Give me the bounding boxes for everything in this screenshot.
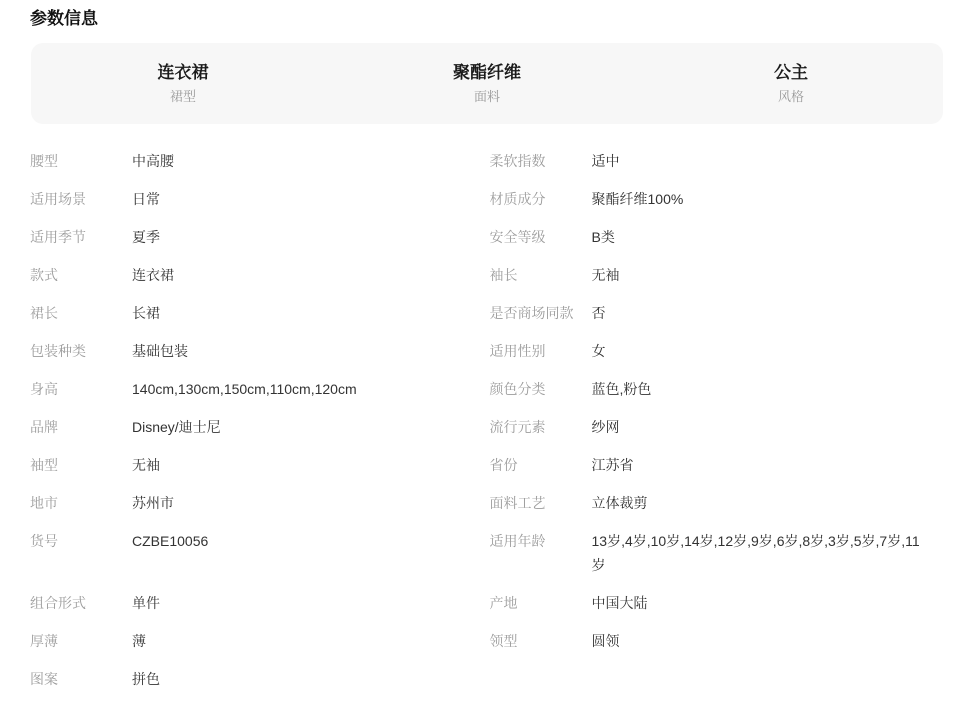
param-value: 日常 — [132, 191, 160, 207]
param-cell — [487, 660, 944, 698]
param-label: 地市 — [30, 495, 58, 511]
param-cell — [30, 256, 487, 294]
param-label: 厚薄 — [30, 633, 58, 649]
param-value: 苏州市 — [132, 495, 174, 511]
param-label: 是否商场同款 — [489, 305, 574, 321]
param-cell — [487, 484, 944, 522]
param-value: 薄 — [132, 633, 146, 649]
param-cell — [487, 294, 944, 332]
param-label: 组合形式 — [30, 595, 86, 611]
param-cell — [487, 142, 944, 180]
highlight-value: 公主 — [774, 62, 808, 82]
param-value: 圆领 — [591, 633, 620, 649]
param-label: 身高 — [30, 381, 58, 397]
param-value: 否 — [591, 305, 606, 321]
param-label: 适用年龄 — [489, 533, 546, 549]
param-value: 中高腰 — [132, 153, 174, 169]
param-label: 产地 — [489, 595, 518, 611]
param-cell — [30, 332, 487, 370]
param-value: 夏季 — [132, 229, 160, 245]
page-title: 参数信息 — [30, 9, 98, 28]
highlight-label: 面料 — [473, 88, 500, 104]
param-value: 纱网 — [591, 419, 620, 435]
param-value: 蓝色,粉色 — [591, 381, 652, 397]
highlight-value: 聚酯纤维 — [453, 62, 521, 82]
highlight-item-style — [639, 64, 943, 104]
param-cell — [30, 294, 487, 332]
param-cell — [487, 584, 944, 622]
param-cell — [487, 408, 944, 446]
param-cell — [30, 446, 487, 484]
param-label: 适用场景 — [30, 191, 86, 207]
highlight-item-skirt-type — [31, 64, 335, 104]
param-cell — [487, 218, 944, 256]
param-label: 安全等级 — [489, 229, 546, 245]
param-cell — [487, 446, 944, 484]
param-value: 长裙 — [132, 305, 160, 321]
param-cell — [30, 180, 487, 218]
param-value: 无袖 — [132, 457, 160, 473]
param-label: 袖长 — [489, 267, 518, 283]
param-cell — [30, 408, 487, 446]
param-label: 款式 — [30, 267, 58, 283]
param-cell — [30, 484, 487, 522]
highlight-label: 裙型 — [169, 88, 196, 104]
highlight-item-fabric — [335, 64, 639, 104]
param-cell — [487, 256, 944, 294]
param-cell — [487, 370, 944, 408]
param-label: 货号 — [30, 533, 58, 549]
param-cell — [487, 332, 944, 370]
param-value: 基础包装 — [132, 343, 188, 359]
param-label: 面料工艺 — [489, 495, 546, 511]
param-cell — [30, 622, 487, 660]
param-label: 腰型 — [30, 153, 58, 169]
highlight-value: 连衣裙 — [157, 62, 209, 82]
param-cell — [30, 370, 487, 408]
highlights-banner — [31, 43, 943, 124]
param-label: 图案 — [30, 671, 58, 687]
param-value: 适中 — [591, 153, 620, 169]
param-label: 柔软指数 — [489, 153, 546, 169]
param-cell — [487, 622, 944, 660]
param-value: B类 — [591, 229, 615, 245]
param-label: 袖型 — [30, 457, 58, 473]
param-cell — [30, 142, 487, 180]
param-label: 适用性别 — [489, 343, 546, 359]
param-label: 品牌 — [30, 419, 58, 435]
param-value: CZBE10056 — [132, 533, 209, 549]
param-value: 13岁,4岁,10岁,14岁,12岁,9岁,6岁,8岁,3岁,5岁,7岁,11岁 — [591, 533, 920, 573]
param-value: 140cm,130cm,150cm,110cm,120cm — [132, 381, 357, 397]
param-value: 单件 — [132, 595, 160, 611]
param-value: 无袖 — [591, 267, 620, 283]
param-value: 拼色 — [132, 671, 160, 687]
param-value: 聚酯纤维100% — [591, 191, 684, 207]
param-label: 裙长 — [30, 305, 58, 321]
param-value: 江苏省 — [591, 457, 634, 473]
param-value: Disney/迪士尼 — [132, 419, 221, 435]
param-cell — [30, 218, 487, 256]
param-cell — [30, 522, 487, 584]
param-label: 包装种类 — [30, 343, 86, 359]
param-value: 中国大陆 — [591, 595, 648, 611]
param-label: 领型 — [489, 633, 518, 649]
param-cell — [487, 522, 944, 584]
param-label: 省份 — [489, 457, 518, 473]
param-label: 颜色分类 — [489, 381, 546, 397]
param-cell — [487, 180, 944, 218]
param-grid — [30, 142, 943, 698]
param-label: 适用季节 — [30, 229, 86, 245]
param-value: 连衣裙 — [132, 267, 174, 283]
param-cell — [30, 584, 487, 622]
param-value: 立体裁剪 — [591, 495, 648, 511]
highlight-label: 风格 — [777, 88, 804, 104]
param-cell — [30, 660, 487, 698]
param-label: 材质成分 — [489, 191, 546, 207]
param-value: 女 — [591, 343, 606, 359]
param-label: 流行元素 — [489, 419, 546, 435]
